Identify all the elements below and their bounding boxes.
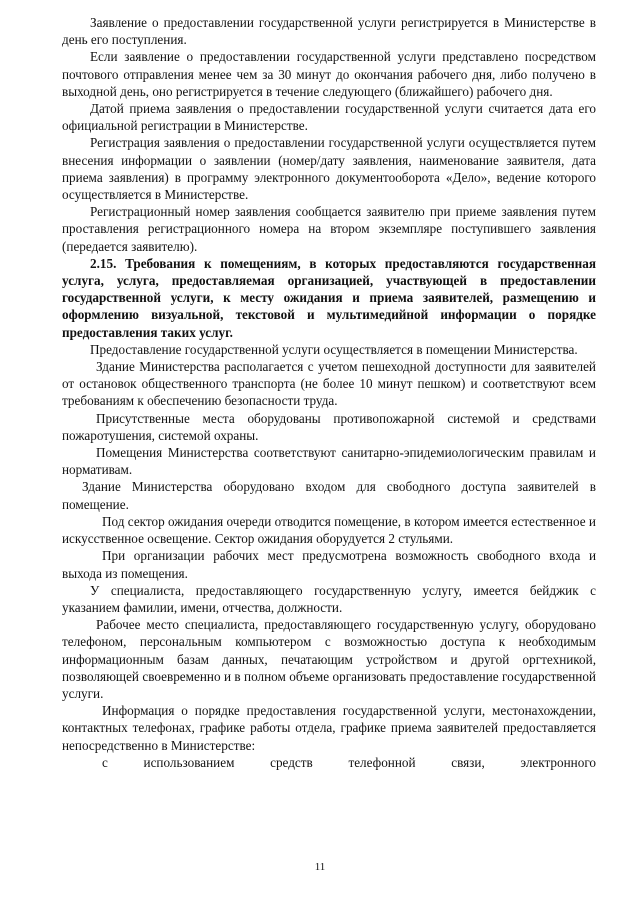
paragraph-telephone-communication: с использованием средств телефонной связи, электронного <box>102 754 596 770</box>
paragraph-registration-number: Регистрационный номер заявления сообщается заявителю при приеме заявления путем проставления регистрационного номера на втором экземпляре поступившего заявления (передается заявителю). <box>62 204 596 254</box>
paragraph-entrance: Здание Министерства оборудовано входом для свободного доступа заявителей в помещение. <box>62 479 596 512</box>
paragraph-specialist-badge: У специалиста, предоставляющего государственную услугу, имеется бейджик с указанием фамилии, имени, отчества, должности. <box>62 582 596 615</box>
paragraph-building-access: Здание Министерства располагается с учетом пешеходной доступности для заявителей от остановок общественного транспорта (не более 10 минут пешком) и соответствуют всем требованиям к обеспечению безопасности труда. <box>62 359 596 409</box>
paragraph-fire-safety: Присутственные места оборудованы противопожарной системой и средствами пожаротушения, системой охраны. <box>62 410 596 443</box>
paragraph-service-location: Предоставление государственной услуги осуществляется в помещении Министерства. <box>90 341 578 357</box>
paragraph-sanitary-norms: Помещения Министерства соответствуют санитарно-эпидемиологическим правилам и нормативам. <box>62 445 596 478</box>
paragraph-information-provision: Информация о порядке предоставления государственной услуги, местонахождении, контактных телефонах, графике работы отдела, графике приема заявителей предоставляется непосредственно в Министерстве: <box>62 703 596 753</box>
section-heading-2-15: 2.15. Требования к помещениям, в которых предоставляются государственная услуга, услуга, предоставляемая организацией, участвующей в предоставлении государственной услуги, к месту ожидания и приема заявителей, размещению и оформлению визуальной, текстовой и мультимедийной информации о порядке предоставления таких услуг. <box>62 255 596 340</box>
document-body <box>62 14 596 771</box>
paragraph-postal-registration: Если заявление о предоставлении государственной услуги представлено посредством почтового отправления менее чем за 30 минут до окончания рабочего дня, либо получено в выходной день, оно регистрируется в течение следующего (ближайшего) рабочего дня. <box>62 49 596 99</box>
paragraph-workplaces: При организации рабочих мест предусмотрена возможность свободного входа и выхода из помещения. <box>62 548 596 581</box>
paragraph-registration-day: Заявление о предоставлении государственной услуги регистрируется в Министерстве в день его поступления. <box>62 15 596 48</box>
paragraph-acceptance-date: Датой приема заявления о предоставлении государственной услуги считается дата его официальной регистрации в Министерстве. <box>62 101 596 134</box>
page-number: 11 <box>314 861 326 873</box>
paragraph-registration-process: Регистрация заявления о предоставлении государственной услуги осуществляется путем внесения информации о заявлении (номер/дату заявления, наименование заявителя, дата приема заявления) в программу электронного документооборота «Дело», ведение которого осуществляется в Министерстве. <box>62 135 596 203</box>
paragraph-specialist-workplace: Рабочее место специалиста, предоставляющего государственную услугу, оборудовано телефоном, персональным компьютером с возможностью доступа к необходимым информационным базам данных, печатающим устройством и другой оргтехникой, позволяющей своевременно и в полном объеме организовать предоставление государственной услуги. <box>62 617 596 701</box>
paragraph-waiting-area: Под сектор ожидания очереди отводится помещение, в котором имеется естественное и искусственное освещение. Сектор ожидания оборудуется 2 стульями. <box>62 513 596 547</box>
